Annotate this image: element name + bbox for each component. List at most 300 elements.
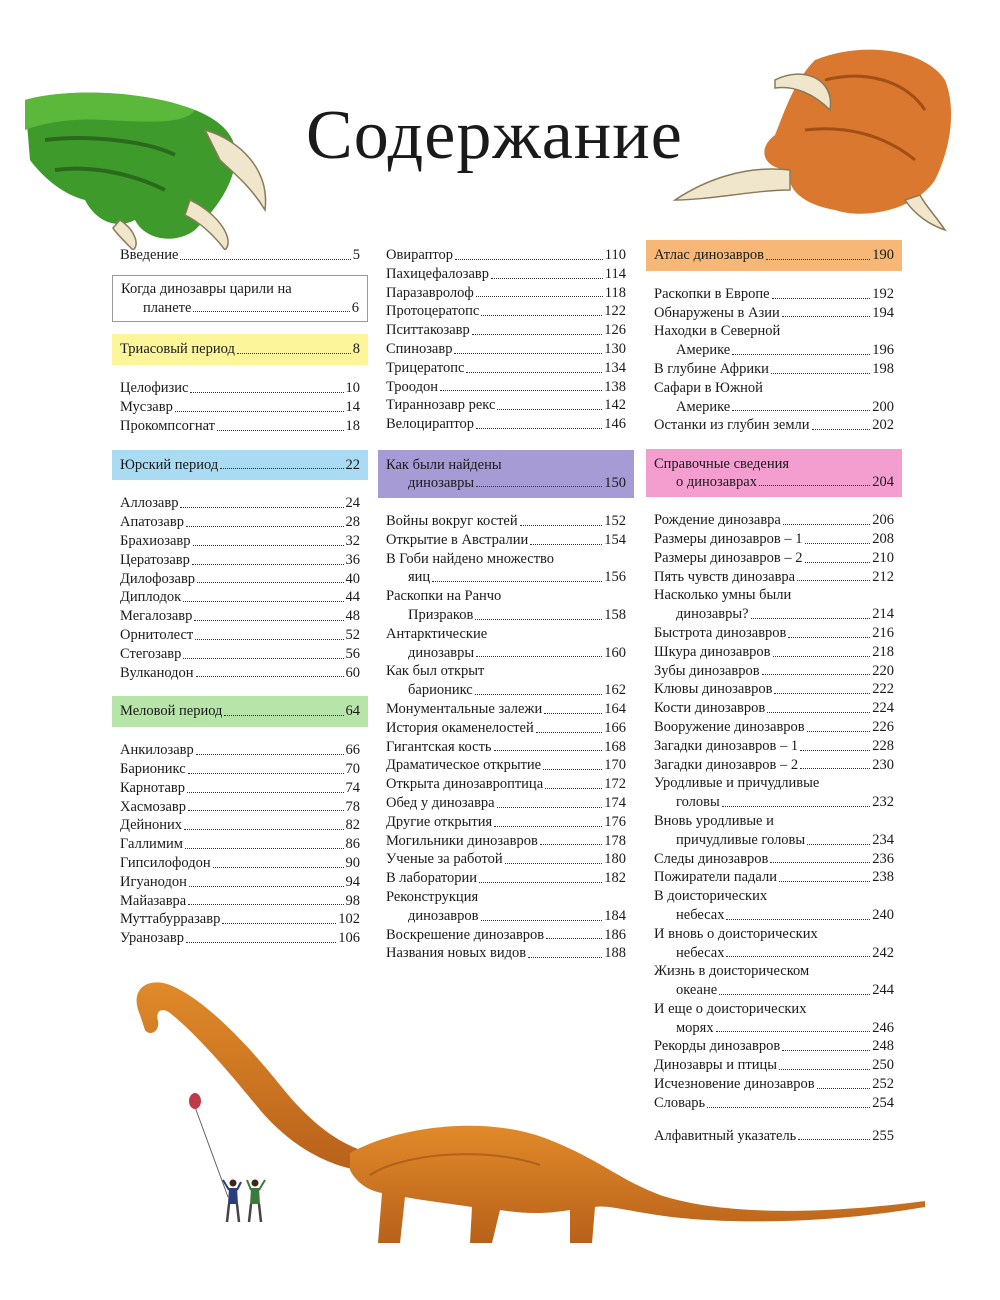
toc-entry[interactable] xyxy=(120,570,360,589)
dot-leader xyxy=(759,485,870,486)
toc-entry-page: 254 xyxy=(872,1094,894,1111)
toc-entry-title: яиц xyxy=(408,569,431,586)
toc-entry-page: 70 xyxy=(345,760,360,777)
toc-entry[interactable] xyxy=(120,607,360,626)
toc-entry-title: Рекорды динозавров xyxy=(654,1038,781,1055)
dot-leader xyxy=(481,315,602,316)
toc-entry[interactable] xyxy=(386,944,626,963)
toc-entry-title: Америке xyxy=(676,342,731,359)
dot-leader xyxy=(782,316,871,317)
toc-entry[interactable] xyxy=(654,511,894,530)
toc-entry-title: История окаменелостей xyxy=(386,719,534,736)
toc-entry-title: Другие открытия xyxy=(386,813,493,830)
toc-entry-multiline[interactable] xyxy=(654,586,894,624)
toc-entry-page: 236 xyxy=(872,850,894,867)
toc-entry-page: 182 xyxy=(604,870,626,887)
toc-entry-page: 208 xyxy=(872,530,894,547)
dot-leader xyxy=(773,656,871,657)
dot-leader xyxy=(224,715,343,716)
dot-leader xyxy=(481,920,603,921)
toc-entry-page: 238 xyxy=(872,869,894,886)
toc-entry[interactable] xyxy=(654,530,894,549)
toc-entry[interactable] xyxy=(654,718,894,737)
toc-entry-title: динозавры? xyxy=(676,606,749,623)
toc-entry-title-line1: Вновь уродливые и xyxy=(654,812,774,829)
toc-entry[interactable] xyxy=(120,626,360,645)
dot-leader xyxy=(186,942,336,943)
toc-entry-page: 184 xyxy=(604,907,626,924)
toc-entry[interactable] xyxy=(654,360,894,379)
dot-leader xyxy=(726,919,870,920)
toc-entry-multiline[interactable] xyxy=(386,888,626,926)
toc-entry[interactable] xyxy=(386,246,626,265)
dot-leader xyxy=(544,713,602,714)
toc-entry-page: 255 xyxy=(872,1127,894,1144)
toc-entry-title-line1: Как был открыт xyxy=(386,663,485,680)
toc-entry[interactable] xyxy=(654,568,894,587)
toc-entry-title: Следы динозавров xyxy=(654,850,769,867)
dot-leader xyxy=(195,639,343,640)
toc-entry[interactable] xyxy=(654,662,894,681)
toc-entry[interactable] xyxy=(386,340,626,359)
dot-leader xyxy=(545,788,602,789)
dot-leader xyxy=(455,259,603,260)
dot-leader xyxy=(476,656,602,657)
toc-entry-page: 160 xyxy=(604,644,626,661)
toc-entry-title: Уранозавр xyxy=(120,930,184,947)
section-page: 8 xyxy=(352,341,360,358)
toc-entry-page: 126 xyxy=(604,322,626,339)
toc-entry[interactable] xyxy=(654,624,894,643)
toc-entry-title: Размеры динозавров – 2 xyxy=(654,549,803,566)
toc-entry[interactable] xyxy=(654,643,894,662)
toc-entry-page: 10 xyxy=(345,380,360,397)
toc-entry-title: Спинозавр xyxy=(386,340,453,357)
toc-entry-title: Вооружение динозавров xyxy=(654,718,805,735)
toc-entry[interactable] xyxy=(654,756,894,775)
toc-entry xyxy=(121,299,359,318)
toc-entry-multiline[interactable] xyxy=(654,812,894,850)
toc-entry-title: Анкилозавр xyxy=(120,742,194,759)
toc-entry-page: 6 xyxy=(351,299,359,316)
section-header-cretaceous[interactable] xyxy=(112,696,368,727)
toc-entry-title: Рождение динозавра xyxy=(654,512,781,529)
contents-column-2 xyxy=(378,246,634,963)
toc-entry-title: Шкура динозавров xyxy=(654,643,771,660)
section-title: Юрский период xyxy=(120,456,219,473)
toc-entry[interactable] xyxy=(120,779,360,798)
toc-entry[interactable] xyxy=(386,850,626,869)
toc-entry[interactable] xyxy=(654,416,894,435)
toc-entry-title: Размеры динозавров – 1 xyxy=(654,530,803,547)
toc-entry-page: 248 xyxy=(872,1038,894,1055)
toc-entry-page: 194 xyxy=(872,304,894,321)
toc-entry[interactable] xyxy=(386,531,626,550)
toc-entry[interactable] xyxy=(120,873,360,892)
dot-leader xyxy=(543,769,602,770)
toc-entry-page: 200 xyxy=(872,398,894,415)
toc-entry-title-line1: Раскопки на Ранчо xyxy=(386,588,502,605)
toc-entry-page: 154 xyxy=(604,531,626,548)
dot-leader xyxy=(770,862,870,863)
dot-leader xyxy=(805,562,871,563)
toc-entry[interactable] xyxy=(654,304,894,323)
toc-entry-line2 xyxy=(654,793,894,812)
contents-column-1 xyxy=(112,246,368,948)
toc-entry[interactable] xyxy=(120,532,360,551)
toc-entry-multiline[interactable] xyxy=(654,322,894,360)
toc-entry[interactable] xyxy=(386,396,626,415)
dot-leader xyxy=(520,525,603,526)
toc-entry-page: 168 xyxy=(604,738,626,755)
toc-entry-title-line1: Уродливые и причудливые xyxy=(654,775,820,792)
toc-entry-title-line1: И еще о доисторических xyxy=(654,1000,807,1017)
dot-leader xyxy=(722,806,871,807)
dot-leader xyxy=(454,353,602,354)
toc-entry-page: 192 xyxy=(872,285,894,302)
section-page: 22 xyxy=(345,456,360,473)
toc-entry-page: 98 xyxy=(345,892,360,909)
toc-entry[interactable] xyxy=(386,813,626,832)
toc-entry-title: Целофизис xyxy=(120,380,189,397)
dot-leader xyxy=(540,844,602,845)
dot-leader xyxy=(497,409,602,410)
toc-entry-page: 162 xyxy=(604,682,626,699)
toc-entry-page: 86 xyxy=(345,836,360,853)
toc-entry-title: Дейноних xyxy=(120,817,183,834)
toc-entry[interactable] xyxy=(120,892,360,911)
dot-leader xyxy=(184,829,343,830)
toc-entry[interactable] xyxy=(386,719,626,738)
toc-entry[interactable] xyxy=(120,816,360,835)
section-title: Атлас динозавров xyxy=(654,247,764,263)
dot-leader xyxy=(185,848,344,849)
toc-entry[interactable] xyxy=(120,645,360,664)
top-items-list xyxy=(378,246,634,434)
toc-entry-line2 xyxy=(386,644,626,663)
section-header-jurassic[interactable] xyxy=(112,450,368,481)
toc-entry-multiline[interactable] xyxy=(386,625,626,663)
toc-entry-page: 146 xyxy=(604,416,626,433)
toc-entry[interactable] xyxy=(120,513,360,532)
toc-entry-multiline[interactable] xyxy=(386,550,626,588)
toc-entry[interactable] xyxy=(386,359,626,378)
toc-entry-line2 xyxy=(654,831,894,850)
section-title-line1: Как были найдены xyxy=(386,456,502,473)
toc-entry[interactable] xyxy=(386,869,626,888)
toc-entry-title: морях xyxy=(676,1019,714,1036)
section-header-atlas[interactable] xyxy=(646,240,902,271)
toc-entry-page: 5 xyxy=(352,247,360,263)
toc-entry[interactable] xyxy=(386,512,626,531)
toc-entry-title: головы xyxy=(676,794,720,811)
section-header-reference[interactable] xyxy=(646,449,902,497)
toc-entry-page: 220 xyxy=(872,662,894,679)
toc-entry-page: 60 xyxy=(345,664,360,681)
toc-entry-page: 28 xyxy=(345,514,360,531)
toc-entry-title: Монументальные залежи xyxy=(386,700,543,717)
dot-leader xyxy=(528,957,602,958)
cretaceous-items-list xyxy=(112,741,368,948)
toc-entry-title: Игуанодон xyxy=(120,873,187,890)
toc-entry-title: Воскрешение динозавров xyxy=(386,926,545,943)
toc-entry-title: Пять чувств динозавра xyxy=(654,568,796,585)
toc-entry[interactable] xyxy=(386,738,626,757)
toc-entry-page: 230 xyxy=(872,756,894,773)
toc-entry-page: 110 xyxy=(604,247,626,263)
toc-entry-page: 216 xyxy=(872,624,894,641)
toc-entry-multiline[interactable] xyxy=(654,774,894,812)
toc-entry-title: Гипсилофодон xyxy=(120,854,211,871)
dot-leader xyxy=(193,545,344,546)
toc-entry-title: Словарь xyxy=(654,1094,706,1111)
dot-leader xyxy=(800,750,870,751)
toc-entry-page: 178 xyxy=(604,832,626,849)
toc-entry[interactable] xyxy=(386,321,626,340)
toc-entry-title-line1: В доисторических xyxy=(654,888,768,905)
toc-entry[interactable] xyxy=(120,494,360,513)
dot-leader xyxy=(466,372,602,373)
dot-leader xyxy=(196,676,344,677)
toc-entry-title: Драматическое открытие xyxy=(386,757,542,774)
dot-leader xyxy=(193,311,349,312)
toc-entry-title: Клювы динозавров xyxy=(654,681,773,698)
dot-leader xyxy=(475,619,602,620)
people-figures xyxy=(223,1180,265,1223)
toc-entry-title: Призраков xyxy=(408,606,474,623)
dot-leader xyxy=(432,581,602,582)
toc-entry-title: Муттабурразавр xyxy=(120,911,221,928)
toc-entry-title: Зубы динозавров xyxy=(654,662,760,679)
toc-entry-title: Галлимим xyxy=(120,836,183,853)
toc-entry-page: 232 xyxy=(872,794,894,811)
dot-leader xyxy=(812,429,871,430)
toc-entry[interactable] xyxy=(120,379,360,398)
section-title-line2 xyxy=(654,473,894,491)
toc-entry-multiline[interactable] xyxy=(386,662,626,700)
toc-entry[interactable] xyxy=(386,284,626,303)
toc-entry-title: Введение xyxy=(120,247,179,263)
dot-leader xyxy=(192,564,344,565)
section-title: Триасовый период xyxy=(120,341,235,358)
toc-entry-page: 24 xyxy=(345,495,360,512)
toc-entry[interactable] xyxy=(654,699,894,718)
toc-entry-page: 170 xyxy=(604,757,626,774)
toc-entry-page: 228 xyxy=(872,737,894,754)
dot-leader xyxy=(494,750,603,751)
toc-entry-page: 102 xyxy=(338,911,360,928)
dot-leader xyxy=(779,881,870,882)
dot-leader xyxy=(797,580,870,581)
section-page: 64 xyxy=(345,703,360,720)
toc-entry-title: Паразавролоф xyxy=(386,284,474,301)
toc-entry-title: Мусзавр xyxy=(120,398,173,415)
toc-entry-page: 176 xyxy=(604,813,626,830)
toc-entry[interactable] xyxy=(120,551,360,570)
toc-entry-line2 xyxy=(654,906,894,925)
toc-entry-title: планете xyxy=(143,299,192,316)
section-title-line2 xyxy=(386,474,626,492)
toc-entry[interactable] xyxy=(654,680,894,699)
toc-entry-page: 114 xyxy=(604,265,626,282)
toc-entry[interactable] xyxy=(386,756,626,775)
dot-leader xyxy=(220,468,343,469)
toc-entry-title: Дилофозавр xyxy=(120,570,196,587)
toc-entry-title-line1: И вновь о доисторических xyxy=(654,925,818,942)
toc-entry-title: Карнотавр xyxy=(120,779,186,796)
toc-entry-boxed[interactable] xyxy=(112,275,368,323)
toc-entry-page: 250 xyxy=(872,1057,894,1074)
dot-leader xyxy=(530,544,602,545)
dot-leader xyxy=(771,373,870,374)
toc-entry-title: Прокомпсогнат xyxy=(120,417,215,434)
toc-entry[interactable] xyxy=(386,926,626,945)
dot-leader xyxy=(472,334,602,335)
toc-entry-page: 240 xyxy=(872,906,894,923)
toc-entry[interactable] xyxy=(654,549,894,568)
dot-leader xyxy=(197,582,343,583)
toc-entry-page: 122 xyxy=(604,303,626,320)
toc-entry[interactable] xyxy=(654,850,894,869)
section-header-triassic[interactable] xyxy=(112,334,368,365)
toc-entry-multiline[interactable] xyxy=(654,887,894,925)
toc-entry-title: Овираптор xyxy=(386,247,453,263)
dot-leader xyxy=(188,773,344,774)
toc-entry-title: Загадки динозавров – 1 xyxy=(654,737,799,754)
toc-entry-page: 156 xyxy=(604,569,626,586)
toc-entry-page: 188 xyxy=(604,945,626,962)
toc-entry[interactable] xyxy=(386,378,626,397)
toc-entry-title: Обед у динозавра xyxy=(386,794,495,811)
toc-entry-multiline[interactable] xyxy=(654,925,894,963)
toc-entry-title: Останки из глубин земли xyxy=(654,417,810,434)
toc-entry-page: 226 xyxy=(872,718,894,735)
toc-entry-page: 158 xyxy=(604,606,626,623)
dot-leader xyxy=(183,601,343,602)
toc-entry[interactable] xyxy=(386,415,626,434)
toc-entry[interactable] xyxy=(386,302,626,321)
toc-entry-line2 xyxy=(654,398,894,417)
dot-leader xyxy=(546,938,602,939)
dot-leader xyxy=(188,810,343,811)
toc-entry-title: Раскопки в Европе xyxy=(654,285,770,302)
toc-entry[interactable] xyxy=(120,910,360,929)
toc-entry-page: 174 xyxy=(604,794,626,811)
toc-entry-page: 138 xyxy=(604,378,626,395)
toc-entry[interactable] xyxy=(654,285,894,304)
dot-leader xyxy=(751,618,871,619)
toc-entry[interactable] xyxy=(120,835,360,854)
dot-leader xyxy=(189,886,344,887)
toc-entry-title: В лаборатории xyxy=(386,870,478,887)
toc-entry-title: причудливые головы xyxy=(676,831,806,848)
toc-entry-title-line1: Антарктические xyxy=(386,625,488,642)
toc-entry-page: 218 xyxy=(872,643,894,660)
toc-entry-title: Загадки динозавров – 2 xyxy=(654,756,799,773)
toc-entry[interactable] xyxy=(120,741,360,760)
section-title: динозавры xyxy=(408,474,475,491)
toc-entry-page: 210 xyxy=(872,549,894,566)
toc-entry[interactable] xyxy=(654,868,894,887)
dot-leader xyxy=(222,923,336,924)
toc-entry[interactable] xyxy=(386,700,626,719)
toc-entry-multiline[interactable] xyxy=(654,379,894,417)
toc-entry[interactable] xyxy=(120,417,360,436)
dot-leader xyxy=(807,844,870,845)
section-page: 150 xyxy=(604,474,626,491)
toc-entry[interactable] xyxy=(112,246,368,265)
toc-entry-page: 252 xyxy=(872,1076,894,1093)
toc-entry-page: 214 xyxy=(872,606,894,623)
dot-leader xyxy=(788,637,870,638)
toc-entry-page: 90 xyxy=(345,854,360,871)
toc-entry[interactable] xyxy=(386,265,626,284)
toc-entry[interactable] xyxy=(386,794,626,813)
toc-entry-title: Хасмозавр xyxy=(120,798,187,815)
toc-entry-page: 48 xyxy=(345,608,360,625)
toc-entry-page: 94 xyxy=(345,873,360,890)
toc-entry[interactable] xyxy=(654,737,894,756)
toc-entry-title-line1: Реконструкция xyxy=(386,888,479,905)
toc-entry-title: Трицератопс xyxy=(386,359,465,376)
dot-leader xyxy=(217,430,344,431)
toc-entry[interactable] xyxy=(120,929,360,948)
toc-entry-title: Стегозавр xyxy=(120,645,182,662)
toc-entry-title: Барионикс xyxy=(120,760,186,777)
section-header-how-found[interactable] xyxy=(378,450,634,498)
toc-entry-title: Кости динозавров xyxy=(654,700,766,717)
toc-entry-title: Брахиозавр xyxy=(120,532,191,549)
toc-entry-line2 xyxy=(386,681,626,700)
toc-entry-title-line1: Находки в Северной xyxy=(654,323,781,340)
toc-entry[interactable] xyxy=(120,760,360,779)
toc-entry-line2 xyxy=(654,341,894,360)
toc-entry-title: Пситтакозавр xyxy=(386,322,470,339)
toc-entry-page: 40 xyxy=(345,570,360,587)
toc-entry[interactable] xyxy=(120,854,360,873)
toc-entry-line2 xyxy=(386,907,626,926)
toc-entry-title: Ученые за работой xyxy=(386,851,503,868)
dot-leader xyxy=(807,731,871,732)
dot-leader xyxy=(475,694,603,695)
toc-entry-page: 166 xyxy=(604,719,626,736)
toc-entry-title: Цератозавр xyxy=(120,551,190,568)
toc-entry[interactable] xyxy=(386,775,626,794)
toc-entry-page: 198 xyxy=(872,360,894,377)
toc-entry-page: 242 xyxy=(872,944,894,961)
section-page: 190 xyxy=(872,247,894,263)
toc-entry[interactable] xyxy=(386,832,626,851)
dot-leader xyxy=(783,524,870,525)
toc-entry-title: Орнитолест xyxy=(120,626,194,643)
toc-entry-title: Алфавитный указатель xyxy=(654,1127,797,1144)
toc-entry[interactable] xyxy=(120,664,360,683)
section-page: 204 xyxy=(872,474,894,491)
toc-entry[interactable] xyxy=(120,398,360,417)
toc-entry-page: 142 xyxy=(604,397,626,414)
toc-entry-title: Вулканодон xyxy=(120,664,194,681)
toc-entry-multiline[interactable] xyxy=(386,587,626,625)
dot-leader xyxy=(497,807,603,808)
toc-entry[interactable] xyxy=(120,798,360,817)
toc-entry-page: 66 xyxy=(345,742,360,759)
dot-leader xyxy=(726,956,870,957)
toc-entry-line2 xyxy=(654,944,894,963)
toc-entry[interactable] xyxy=(120,588,360,607)
toc-entry-page: 134 xyxy=(604,359,626,376)
toc-entry-page: 186 xyxy=(604,926,626,943)
page-title: Содержание xyxy=(306,97,683,174)
